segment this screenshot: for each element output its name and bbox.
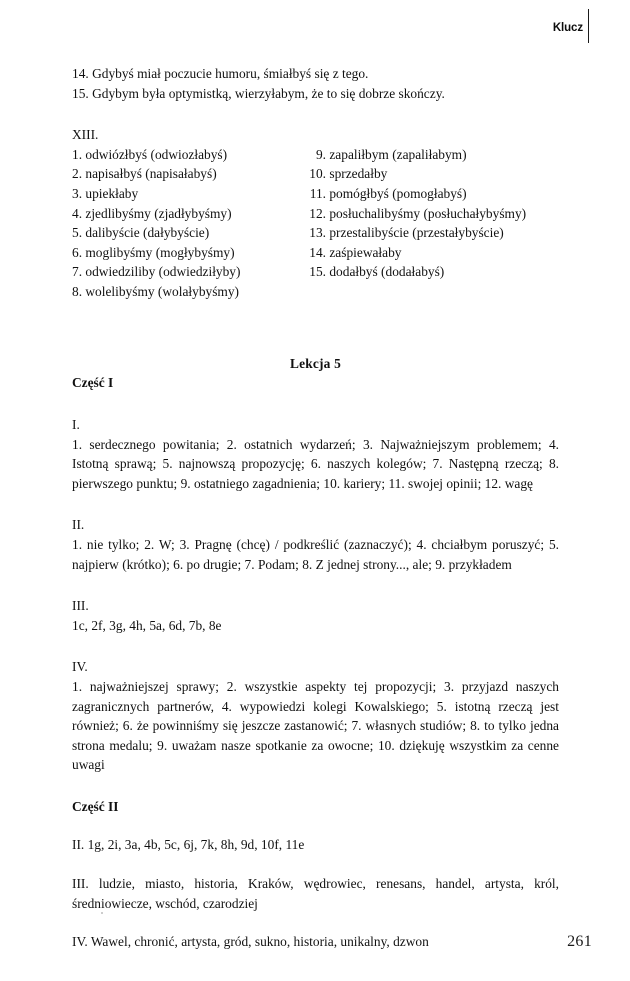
spacer: [72, 493, 559, 515]
exercise-xiii-right-column: [304, 145, 526, 282]
exercise-xiii-left-column: [72, 145, 240, 302]
spacer: [72, 775, 559, 797]
list-item-text: przestalibyście (przestałybyście): [329, 225, 504, 241]
list-item: [304, 262, 526, 282]
list-item: 5. dalibyście (dałybyście): [72, 225, 210, 241]
page-body: [72, 64, 559, 952]
section-text: 1. najważniejszej sprawy; 2. wszystkie aspekty tej propozycji; 3. przyjazd naszych zagranicznych partnerów, 4. wypowiedzi kolegi Kowalskiego; 5. istotną rzeczą jest również; 6. że powinniśmy się jeszcze zastanowić; 7. własnych studiów; 8. to tylko jedna strona medalu; 9. uważam nasze spotkanie za owocne; 10. dziękuję wszystkim za cenne uwagi: [72, 678, 559, 773]
section-roman: IV.: [72, 659, 88, 675]
section-roman: I.: [72, 416, 80, 432]
spacer: [72, 332, 559, 354]
spacer: [72, 393, 559, 415]
part-two-section-iii: III. ludzie, miasto, historia, Kraków, wędrowiec, renesans, handel, artysta, król, średniowiecze, wschód, czarodziej: [72, 876, 559, 911]
lesson-title: Lekcja 5: [289, 355, 342, 371]
spacer: [72, 103, 559, 125]
list-item: [304, 145, 526, 165]
list-item: 2. napisałbyś (napisałabyś): [72, 166, 217, 182]
list-item-number: 15.: [309, 264, 326, 280]
list-item-number: 12.: [309, 205, 326, 221]
exercise-xiii-columns: [72, 145, 559, 302]
section-roman: II.: [72, 517, 85, 533]
exercise-xiii-block: [72, 125, 559, 302]
section-text: 1. nie tylko; 2. W; 3. Pragnę (chcę) / podkreślić (zaznaczyć); 4. chciałbym poruszyć; 5. najpierw (krótko); 6. po drugie; 7. Podam; 8. Z jednej strony..., ale; 9. przykładem: [72, 536, 559, 572]
list-item-text: dodałbyś (dodałabyś): [329, 264, 445, 280]
spacer: [72, 855, 559, 874]
scan-speck: [101, 912, 103, 914]
list-item-number: 11.: [309, 185, 326, 201]
list-item-number: 14.: [309, 244, 326, 260]
list-item: 15. Gdybym była optymistką, wierzyłabym, że to się dobrze skończy.: [72, 85, 445, 101]
list-item: 1. odwiózłbyś (odwiozłabyś): [72, 146, 228, 162]
section-block: [72, 657, 559, 775]
spacer: [72, 913, 559, 932]
list-item: [304, 223, 526, 243]
spacer: [72, 816, 559, 835]
list-item: [304, 164, 526, 184]
list-item: [304, 204, 526, 224]
part-two-section-iv: IV. Wawel, chronić, artysta, gród, sukno, historia, unikalny, dzwon: [72, 934, 429, 950]
section-text: 1c, 2f, 3g, 4h, 5a, 6d, 7b, 8e: [72, 617, 222, 633]
section-block: [72, 596, 559, 635]
list-item-text: zapaliłbym (zapaliłabym): [329, 146, 467, 162]
section-block: [72, 415, 559, 493]
section-roman: III.: [72, 598, 89, 614]
list-item: 4. zjedlibyśmy (zjadłybyśmy): [72, 205, 232, 221]
spacer: [72, 574, 559, 596]
list-item-text: zaśpiewałaby: [329, 244, 402, 260]
spacer: [72, 302, 559, 332]
list-item-number: 9.: [315, 146, 326, 162]
part-two-section-ii: II. 1g, 2i, 3a, 4b, 5c, 6j, 7k, 8h, 9d, 10f, 11e: [72, 837, 305, 853]
list-item: 8. wolelibyśmy (wolałybyśmy): [72, 283, 239, 299]
list-item-text: sprzedałby: [329, 166, 388, 182]
list-item-text: pomógłbyś (pomogłabyś): [329, 185, 467, 201]
list-item: 7. odwiedziliby (odwiedziłyby): [72, 264, 241, 280]
part-one-heading: Część I: [72, 375, 114, 391]
page-number: 261: [567, 933, 592, 950]
header-vertical-rule: [588, 9, 589, 43]
list-item: 14. Gdybyś miał poczucie humoru, śmiałbyś się z tego.: [72, 66, 369, 81]
spacer: [72, 635, 559, 657]
list-item-number: 10.: [309, 166, 326, 182]
list-item: 3. upiekłaby: [72, 185, 139, 201]
list-item: [304, 243, 526, 263]
list-item: 6. moglibyśmy (mogłybyśmy): [72, 244, 235, 260]
list-item: [304, 184, 526, 204]
part-two-heading: Część II: [72, 798, 119, 814]
list-item-text: posłuchalibyśmy (posłuchałybyśmy): [329, 205, 527, 221]
list-item-number: 13.: [309, 225, 326, 241]
section-text: 1. serdecznego powitania; 2. ostatnich wydarzeń; 3. Najważniejszym problemem; 4. Istotną sprawą; 5. najnowszą propozycję; 6. naszych kolegów; 7. Następną rzeczą; 8. pierwszego punktu; 9. ostatniego zagadnienia; 10. kariery; 11. swojej opinii; 12. wagę: [72, 436, 559, 491]
exercise-xiii-roman: XIII.: [72, 127, 99, 143]
running-header: [0, 18, 630, 52]
section-block: [72, 515, 559, 574]
carryover-exercise-block: [72, 64, 559, 103]
running-header-label: Klucz: [552, 22, 583, 34]
